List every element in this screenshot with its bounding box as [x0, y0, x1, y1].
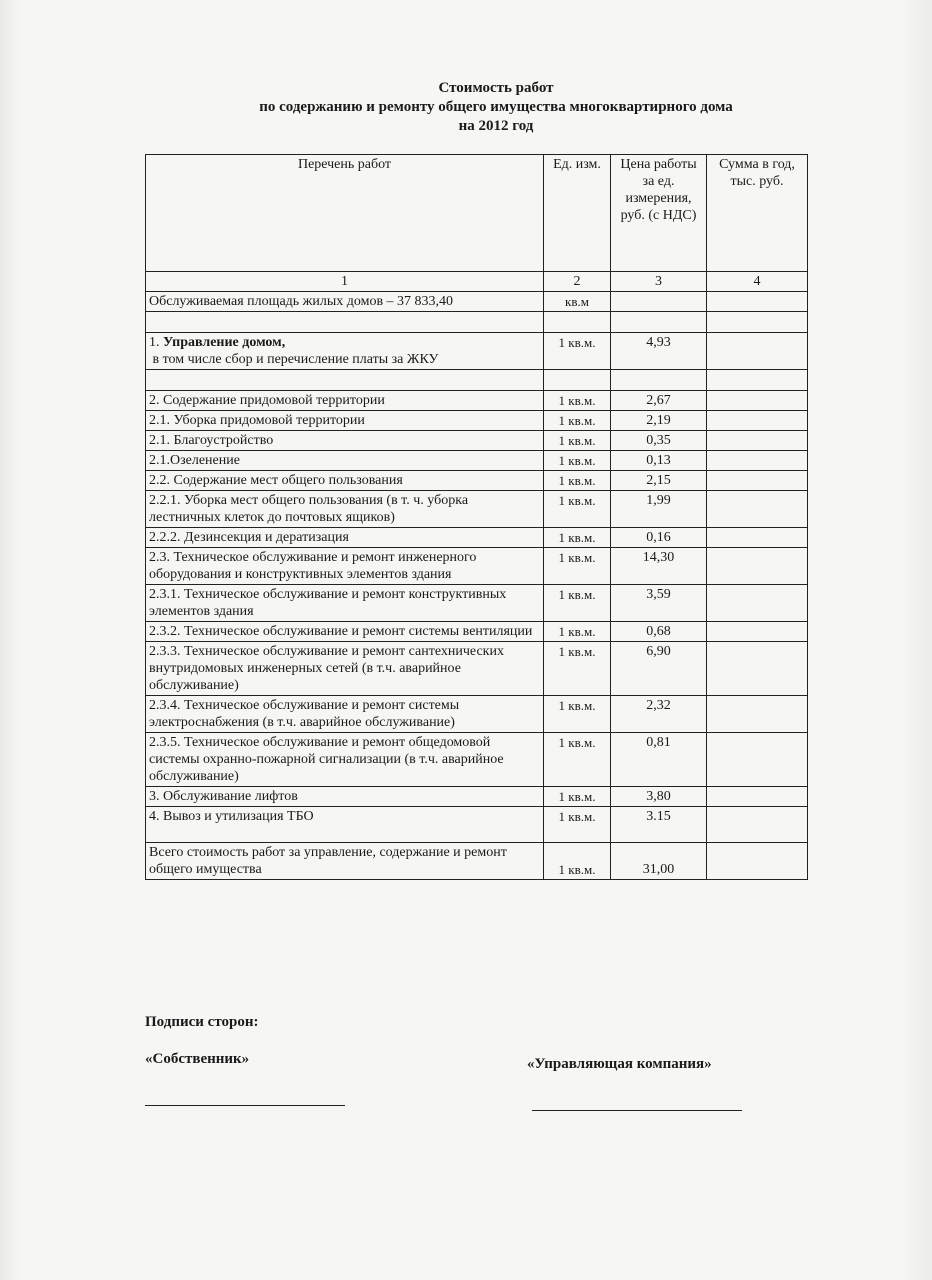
signatures-title: Подписи сторон: [145, 1014, 259, 1030]
col-number: 4 [707, 272, 808, 292]
row-sum [707, 528, 808, 548]
row-price: 0,68 [611, 622, 707, 642]
row-label: 3. Обслуживание лифтов [146, 787, 544, 807]
header-works: Перечень работ [146, 155, 544, 272]
row-label: 2.1. Уборка придомовой территории [146, 411, 544, 431]
row-price: 1,99 [611, 491, 707, 528]
row-unit: 1 кв.м. [544, 696, 611, 733]
row-price: 3.15 [611, 807, 707, 843]
row-price: 0,35 [611, 431, 707, 451]
row-price: 2,15 [611, 471, 707, 491]
empty-row [146, 370, 808, 391]
row-price: 2,32 [611, 696, 707, 733]
doc-title-line1: Стоимость работ [438, 80, 554, 96]
table-row [146, 733, 808, 787]
table-row [146, 622, 808, 642]
row-label: 2.3.1. Техническое обслуживание и ремонт конструктивных элементов здания [146, 585, 544, 622]
row-price: 4,93 [611, 333, 707, 370]
row-price: 6,90 [611, 642, 707, 696]
table-row [146, 696, 808, 733]
table-row [146, 585, 808, 622]
row-label: 1. Управление домом, в том числе сбор и перечисление платы за ЖКУ [146, 333, 544, 370]
row-sum [707, 411, 808, 431]
row-sum [707, 471, 808, 491]
row-label: 2.2.1. Уборка мест общего пользования (в т. ч. уборка лестничных клеток до почтовых ящиков) [146, 491, 544, 528]
row-sum [707, 585, 808, 622]
row-label: 2.3.3. Техническое обслуживание и ремонт сантехнических внутридомовых инженерных сетей (в т.ч. аварийное обслуживание) [146, 642, 544, 696]
table-row [146, 528, 808, 548]
row-sum [707, 733, 808, 787]
total-sum [707, 843, 808, 880]
row-unit: 1 кв.м. [544, 548, 611, 585]
row-unit: 1 кв.м. [544, 431, 611, 451]
empty-row [146, 312, 808, 333]
table-row [146, 491, 808, 528]
row-unit: 1 кв.м. [544, 491, 611, 528]
row-price: 0,81 [611, 733, 707, 787]
table-row [146, 451, 808, 471]
row-price: 0,16 [611, 528, 707, 548]
row-label: 2.3.4. Техническое обслуживание и ремонт системы электроснабжения (в т.ч. аварийное обслуживание) [146, 696, 544, 733]
row-label: 2. Содержание придомовой территории [146, 391, 544, 411]
row-unit: 1 кв.м. [544, 787, 611, 807]
area-row [146, 292, 808, 312]
col-number: 3 [611, 272, 707, 292]
row-price: 14,30 [611, 548, 707, 585]
row-unit: 1 кв.м. [544, 391, 611, 411]
row-price: 2,67 [611, 391, 707, 411]
table-row [146, 787, 808, 807]
header-sum: Сумма в год, тыс. руб. [707, 155, 808, 272]
table-header-row [146, 155, 808, 272]
owner-label: «Собственник» [145, 1051, 250, 1067]
row-label: 2.1.Озеленение [146, 451, 544, 471]
row-sum [707, 333, 808, 370]
table-row [146, 333, 808, 370]
area-unit: кв.м [544, 292, 611, 312]
owner-signature-line [145, 1105, 345, 1106]
row-unit: 1 кв.м. [544, 733, 611, 787]
row-price: 0,13 [611, 451, 707, 471]
row-price: 3,59 [611, 585, 707, 622]
total-unit: 1 кв.м. [544, 843, 611, 880]
row-sum [707, 642, 808, 696]
table-row [146, 548, 808, 585]
row-sum [707, 622, 808, 642]
row-price: 2,19 [611, 411, 707, 431]
row-unit: 1 кв.м. [544, 471, 611, 491]
row-label: 2.1. Благоустройство [146, 431, 544, 451]
header-unit: Ед. изм. [544, 155, 611, 272]
row-label: 2.2.2. Дезинсекция и дератизация [146, 528, 544, 548]
table-row [146, 471, 808, 491]
table-row [146, 642, 808, 696]
works-cost-table [145, 154, 808, 880]
row-sum [707, 807, 808, 843]
row-sum [707, 451, 808, 471]
row-unit: 1 кв.м. [544, 411, 611, 431]
row-unit: 1 кв.м. [544, 585, 611, 622]
doc-title-line2: по содержанию и ремонту общего имущества многоквартирного дома [259, 99, 733, 115]
row-unit: 1 кв.м. [544, 451, 611, 471]
row-sum [707, 491, 808, 528]
row-unit: 1 кв.м. [544, 622, 611, 642]
table-row [146, 391, 808, 411]
row-sum [707, 696, 808, 733]
company-signature-line [532, 1110, 742, 1111]
row-sum [707, 548, 808, 585]
row-label: 2.3.5. Техническое обслуживание и ремонт общедомовой системы охранно-пожарной сигнализации (в т.ч. аварийное обслуживание) [146, 733, 544, 787]
table-row [146, 431, 808, 451]
row-label: 2.3.2. Техническое обслуживание и ремонт системы вентиляции [146, 622, 544, 642]
header-price: Цена работы за ед. измерения, руб. (с НДС) [611, 155, 707, 272]
row-unit: 1 кв.м. [544, 642, 611, 696]
row-unit: 1 кв.м. [544, 807, 611, 843]
col-number: 1 [146, 272, 544, 292]
row-unit: 1 кв.м. [544, 333, 611, 370]
row-sum [707, 431, 808, 451]
col-number: 2 [544, 272, 611, 292]
row-sum [707, 787, 808, 807]
row-label: 2.2. Содержание мест общего пользования [146, 471, 544, 491]
column-numbers-row [146, 272, 808, 292]
total-label: Всего стоимость работ за управление, содержание и ремонт общего имущества [146, 843, 544, 880]
table-row [146, 807, 808, 843]
row-label: 4. Вывоз и утилизация ТБО [146, 807, 544, 843]
row-label: 2.3. Техническое обслуживание и ремонт инженерного оборудования и конструктивных элементов здания [146, 548, 544, 585]
total-row [146, 843, 808, 880]
row-price: 3,80 [611, 787, 707, 807]
doc-title-line3: на 2012 год [458, 118, 534, 134]
table-row [146, 411, 808, 431]
company-label: «Управляющая компания» [527, 1056, 712, 1072]
row-unit: 1 кв.м. [544, 528, 611, 548]
total-price: 31,00 [611, 843, 707, 880]
row-sum [707, 391, 808, 411]
area-label: Обслуживаемая площадь жилых домов – 37 833,40 [146, 292, 544, 312]
